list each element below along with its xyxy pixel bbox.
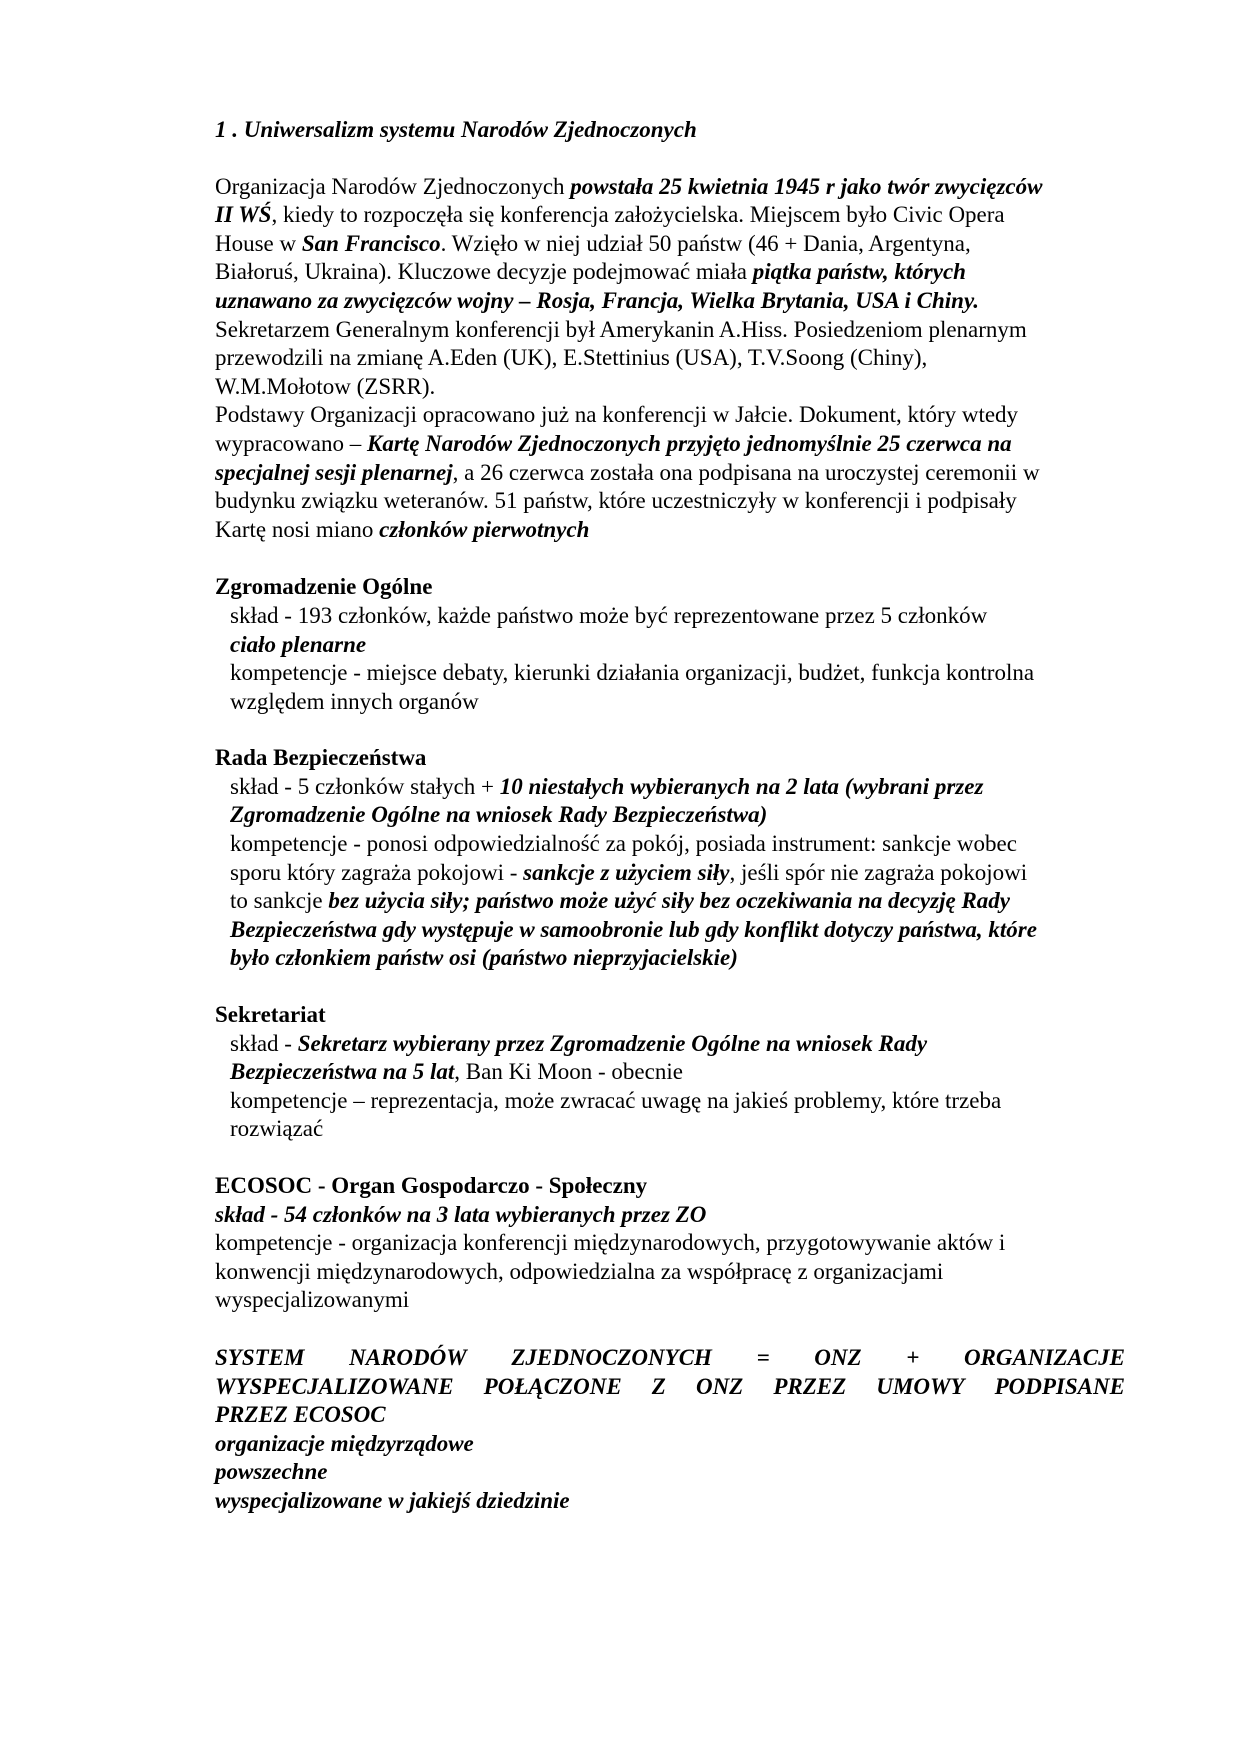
- intro-line: budynku związku weteranów. 51 państw, które uczestniczyły w konferencji i podpisały: [215, 488, 1017, 514]
- rada-emphasis-line: było członkiem państw osi (państwo nieprzyjacielskie): [230, 945, 738, 971]
- zgromadzenie-emphasis-line: ciało plenarne: [230, 631, 367, 657]
- rada-heading: Rada Bezpieczeństwa: [215, 745, 427, 771]
- zgromadzenie-line: skład - 193 członków, każde państwo może być reprezentowane przez 5 członków: [230, 602, 988, 628]
- system-word: ONZ: [814, 1344, 862, 1370]
- ecosoc-section: [215, 1172, 1125, 1315]
- sekretariat-text: , Ban Ki Moon - obecnie: [454, 1059, 683, 1085]
- rada-text: , jeśli spór nie zagraża pokojowi: [729, 859, 1028, 885]
- system-word: ONZ: [695, 1373, 744, 1399]
- zgromadzenie-heading: Zgromadzenie Ogólne: [215, 574, 433, 600]
- intro-text: . Wzięło w niej udział 50 państw (46 + Dania, Argentyna,: [440, 230, 971, 256]
- intro-text: Organizacja Narodów Zjednoczonych: [215, 173, 571, 199]
- system-item: wyspecjalizowane w jakiejś dziedzinie: [215, 1487, 570, 1513]
- intro-emphasis: II WŚ: [215, 202, 272, 228]
- system-item: powszechne: [215, 1459, 328, 1485]
- intro-text: Kartę nosi miano: [215, 516, 380, 542]
- ecosoc-heading: ECOSOC - Organ Gospodarczo - Społeczny: [215, 1173, 648, 1198]
- zgromadzenie-line: względem innych organów: [230, 688, 479, 714]
- intro-text: House w: [215, 230, 302, 256]
- intro-line: Sekretarzem Generalnym konferencji był Amerykanin A.Hiss. Posiedzeniom plenarnym: [215, 316, 1027, 342]
- system-line-2: [215, 1373, 1125, 1402]
- intro-emphasis: Kartę Narodów Zjednoczonych przyjęto jednomyślnie 25 czerwca na: [367, 430, 1012, 456]
- intro-text: , kiedy to rozpoczęła się konferencja założycielska. Miejscem było Civic Opera: [271, 202, 1005, 228]
- system-line-3: PRZEZ ECOSOC: [215, 1402, 386, 1428]
- intro-emphasis: specjalnej sesji plenarnej: [215, 459, 453, 485]
- rada-emphasis: 10 niestałych wybieranych na 2 lata (wybrani przez: [499, 773, 984, 799]
- system-item: organizacje międzyrządowe: [215, 1430, 474, 1456]
- intro-emphasis: San Francisco: [301, 230, 441, 256]
- sekretariat-line: rozwiązać: [230, 1116, 324, 1142]
- system-word: Z: [651, 1373, 666, 1399]
- ecosoc-line: konwencji międzynarodowych, odpowiedzialna za współpracę z organizacjami: [215, 1258, 944, 1284]
- ecosoc-emphasis-line: skład - 54 członków na 3 lata wybieranych przez ZO: [215, 1201, 707, 1227]
- ecosoc-line: wyspecjalizowanymi: [215, 1287, 410, 1313]
- document-body: [215, 116, 1125, 1516]
- intro-line: przewodzili na zmianę A.Eden (UK), E.Stettinius (USA), T.V.Soong (Chiny),: [215, 345, 928, 371]
- intro-emphasis-line: uznawano za zwycięzców wojny – Rosja, Francja, Wielka Brytania, USA i Chiny.: [215, 287, 980, 313]
- sekretariat-section: [215, 1001, 1125, 1144]
- intro-line: Podstawy Organizacji opracowano już na konferencji w Jałcie. Dokument, który wtedy: [215, 402, 1019, 428]
- rada-emphasis: sankcje z użyciem siły: [523, 859, 730, 885]
- sekretariat-heading: Sekretariat: [215, 1002, 326, 1028]
- system-line-1: [215, 1344, 1125, 1373]
- rada-line: kompetencje - ponosi odpowiedzialność za pokój, posiada instrument: sankcje wobec: [230, 831, 1017, 857]
- intro-line: W.M.Mołotow (ZSRR).: [215, 373, 436, 399]
- sekretariat-text: skład -: [230, 1030, 298, 1056]
- rada-text: sporu który zagraża pokojowi -: [230, 859, 524, 885]
- intro-text: wypracowano –: [215, 430, 368, 456]
- rada-emphasis: bez użycia siły; państwo może użyć siły bez oczekiwania na decyzję Rady: [328, 888, 1010, 914]
- system-word: PODPISANE: [994, 1373, 1125, 1399]
- system-word: SYSTEM: [215, 1344, 305, 1370]
- rada-section: [215, 744, 1125, 973]
- system-word: NARODÓW: [349, 1344, 467, 1370]
- system-word: +: [906, 1344, 920, 1370]
- rada-emphasis-line: Bezpieczeństwa gdy występuje w samoobronie lub gdy konflikt dotyczy państwa, które: [230, 916, 1037, 942]
- section-title: 1 . Uniwersalizm systemu Narodów Zjednoczonych: [215, 117, 697, 142]
- sekretariat-emphasis: Sekretarz wybierany przez Zgromadzenie Ogólne na wniosek Rady: [297, 1030, 928, 1056]
- zgromadzenie-line: kompetencje - miejsce debaty, kierunki działania organizacji, budżet, funkcja kontrolna: [230, 660, 1035, 686]
- system-word: ORGANIZACJE: [963, 1344, 1125, 1370]
- intro-paragraph: [215, 173, 1125, 545]
- intro-emphasis: powstała 25 kwietnia 1945 r jako twór zwycięzców: [570, 173, 1043, 199]
- intro-text: , a 26 czerwca została ona podpisana na uroczystej ceremonii w: [452, 459, 1040, 485]
- intro-emphasis: członków pierwotnych: [379, 516, 590, 542]
- system-word: ZJEDNOCZONYCH: [511, 1344, 712, 1370]
- intro-emphasis: piątka państw, których: [752, 259, 966, 285]
- system-section: [215, 1344, 1125, 1516]
- intro-text: Białoruś, Ukraina). Kluczowe decyzje podejmować miała: [215, 259, 753, 285]
- sekretariat-line: kompetencje – reprezentacja, może zwracać uwagę na jakieś problemy, które trzeba: [230, 1087, 1002, 1113]
- system-word: UMOWY: [876, 1373, 965, 1399]
- rada-emphasis-line: Zgromadzenie Ogólne na wniosek Rady Bezpieczeństwa): [230, 802, 768, 828]
- rada-text: to sankcje: [230, 888, 329, 914]
- system-word: =: [756, 1344, 770, 1370]
- system-word: WYSPECJALIZOWANE: [215, 1373, 454, 1399]
- sekretariat-emphasis: Bezpieczeństwa na 5 lat: [230, 1059, 455, 1085]
- rada-text: skład - 5 członków stałych +: [230, 773, 500, 799]
- system-word: PRZEZ: [773, 1373, 847, 1399]
- ecosoc-line: kompetencje - organizacja konferencji międzynarodowych, przygotowywanie aktów i: [215, 1230, 1006, 1256]
- zgromadzenie-section: [215, 573, 1125, 716]
- system-word: POŁĄCZONE: [483, 1373, 622, 1399]
